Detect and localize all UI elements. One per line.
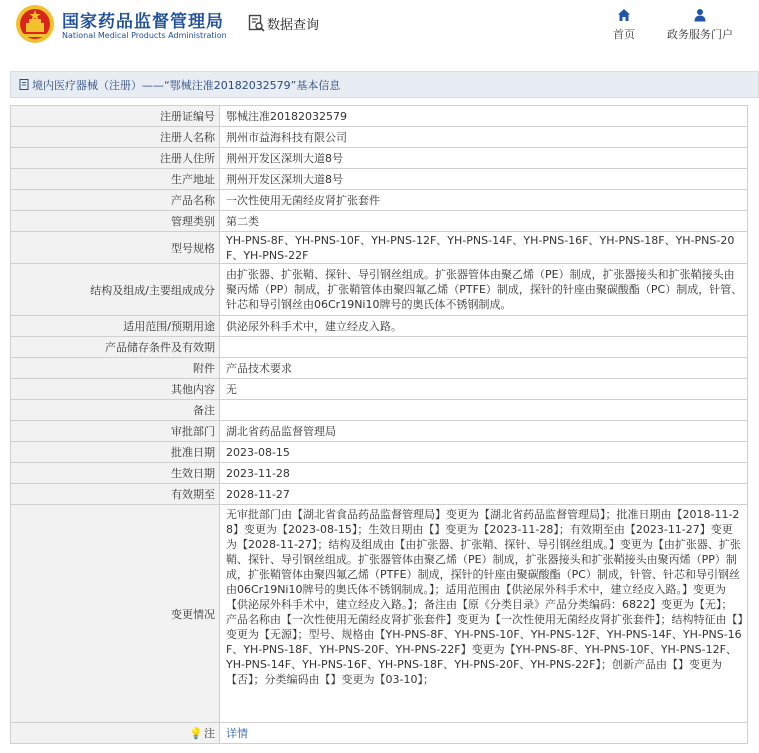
row-label: 审批部门 (11, 421, 220, 441)
breadcrumb (10, 71, 759, 98)
row-value: 由扩张器、扩张鞘、探针、导引钢丝组成。扩张器管体由聚乙烯（PE）制成，扩张器接头和扩张鞘接头由聚丙烯（PP）制成，扩张鞘管体由聚四氟乙烯（PTFE）制成，探针的针座由聚碳酸酯（PC）制成，针管、针芯和导引钢丝由06Cr19Ni10牌号的奥氏体不锈钢制成。 (220, 264, 748, 315)
table-row (11, 723, 748, 744)
row-label: 生效日期 (11, 463, 220, 483)
document-icon (19, 79, 30, 90)
row-label: 其他内容 (11, 379, 220, 399)
lightbulb-icon: 💡 (189, 726, 203, 740)
table-row (11, 463, 748, 484)
row-label: 产品名称 (11, 190, 220, 210)
note-label-cell (11, 723, 220, 743)
row-value: 无 (220, 379, 748, 399)
row-value: 2023-11-28 (220, 463, 748, 483)
table-row (11, 190, 748, 211)
details-link[interactable]: 详情 (226, 726, 248, 740)
table-row (11, 484, 748, 505)
site-header (0, 0, 759, 58)
change-history-value: 无审批部门由【湖北省食品药品监督管理局】变更为【湖北省药品监督管理局】；批准日期由【2018-11-28】变更为【2023-08-15】；生效日期由【】变更为【2023-11-28】；有效期至由【2023-11-27】变更为【2028-11-27】；结构及组成由【由扩张器、扩张鞘、探针、导引钢丝组成。】变更为【由扩张器、扩张鞘、探针、导引钢丝组成。扩张器管体由聚乙烯（PE）制成，扩张器接头和扩张鞘接头由聚丙烯（PP）制成，扩张鞘管体由聚四氟乙烯（PTFE）制成，探针的针座由聚碳酸酯（PC）制成，针管、针芯和导引钢丝由06Cr19Ni10牌号的奥氏体不锈钢制成。】；适用范围由【供泌尿外科手术中，建立经皮入路。】变更为【供泌尿外科手术中，建立经皮入路。】；备注由【原《分类目录》产品分类编码：6822】变更为【无】；产品名称由【一次性使用无菌经皮肾扩张套件】变更为【一次性使用无菌经皮肾扩张套件】；结构特征由【】变更为【无源】；型号、规格由【YH-PNS-8F、YH-PNS-10F、YH-PNS-12F、YH-PNS-14F、YH-PNS-16F、YH-PNS-18F、YH-PNS-20F、YH-PNS-22F】变更为【YH-PNS-8F、YH-PNS-10F、YH-PNS-12F、YH-PNS-14F、YH-PNS-16F、YH-PNS-18F、YH-PNS-20F、YH-PNS-22F】；创新产品由【】变更为【否】；分类编码由【】变更为【03-10】； (220, 505, 748, 722)
row-label: 结构及组成/主要组成成分 (11, 264, 220, 315)
data-query-label: 数据查询 (267, 17, 320, 33)
row-label: 注册证编号 (11, 106, 220, 126)
table-row (11, 316, 748, 337)
document-search-icon (248, 14, 265, 32)
row-value (220, 723, 748, 743)
row-value: 产品技术要求 (220, 358, 748, 378)
row-value: YH-PNS-8F、YH-PNS-10F、YH-PNS-12F、YH-PNS-14F、YH-PNS-16F、YH-PNS-18F、YH-PNS-20F、YH-PNS-22F (220, 232, 748, 263)
row-value: 鄂械注准20182032579 (220, 106, 748, 126)
row-label: 适用范围/预期用途 (11, 316, 220, 336)
table-row (11, 337, 748, 358)
table-row (11, 264, 748, 316)
table-row (11, 211, 748, 232)
logo-title-cn: 国家药品监督管理局 (62, 12, 224, 32)
breadcrumb-text: 境内医疗器械（注册）——“鄂械注准20182032579”基本信息 (32, 78, 341, 92)
table-row (11, 421, 748, 442)
row-value: 2028-11-27 (220, 484, 748, 504)
row-value (220, 337, 748, 357)
row-label: 注 (204, 727, 215, 740)
table-row (11, 232, 748, 264)
row-value: 一次性使用无菌经皮肾扩张套件 (220, 190, 748, 210)
row-label: 产品储存条件及有效期 (11, 337, 220, 357)
row-label: 生产地址 (11, 169, 220, 189)
row-value: 供泌尿外科手术中，建立经皮入路。 (220, 316, 748, 336)
table-row (11, 400, 748, 421)
row-label: 型号规格 (11, 232, 220, 263)
nav-service-portal[interactable] (660, 8, 740, 42)
home-icon (617, 8, 631, 22)
table-row (11, 442, 748, 463)
user-icon (693, 8, 707, 22)
row-label: 管理类别 (11, 211, 220, 231)
nav-service-portal-label: 政务服务门户 (667, 28, 733, 41)
row-label: 变更情况 (11, 505, 220, 722)
row-value (220, 400, 748, 420)
logo-title-en: National Medical Products Administration (62, 31, 227, 40)
national-emblem-icon (15, 4, 55, 44)
nav-home-label: 首页 (613, 28, 635, 41)
row-value: 荆州开发区深圳大道8号 (220, 148, 748, 168)
table-row (11, 148, 748, 169)
row-value: 2023-08-15 (220, 442, 748, 462)
row-label: 备注 (11, 400, 220, 420)
data-query-link[interactable] (248, 13, 319, 33)
row-label: 批准日期 (11, 442, 220, 462)
device-info-table (10, 105, 748, 744)
row-label: 注册人住所 (11, 148, 220, 168)
table-row (11, 127, 748, 148)
row-label: 附件 (11, 358, 220, 378)
table-row (11, 358, 748, 379)
row-value: 湖北省药品监督管理局 (220, 421, 748, 441)
row-value: 荆州开发区深圳大道8号 (220, 169, 748, 189)
row-label: 注册人名称 (11, 127, 220, 147)
table-row (11, 106, 748, 127)
nav-home[interactable] (606, 8, 642, 42)
table-row (11, 505, 748, 723)
row-value: 第二类 (220, 211, 748, 231)
table-row (11, 169, 748, 190)
row-label: 有效期至 (11, 484, 220, 504)
table-row (11, 379, 748, 400)
row-value: 荆州市益海科技有限公司 (220, 127, 748, 147)
